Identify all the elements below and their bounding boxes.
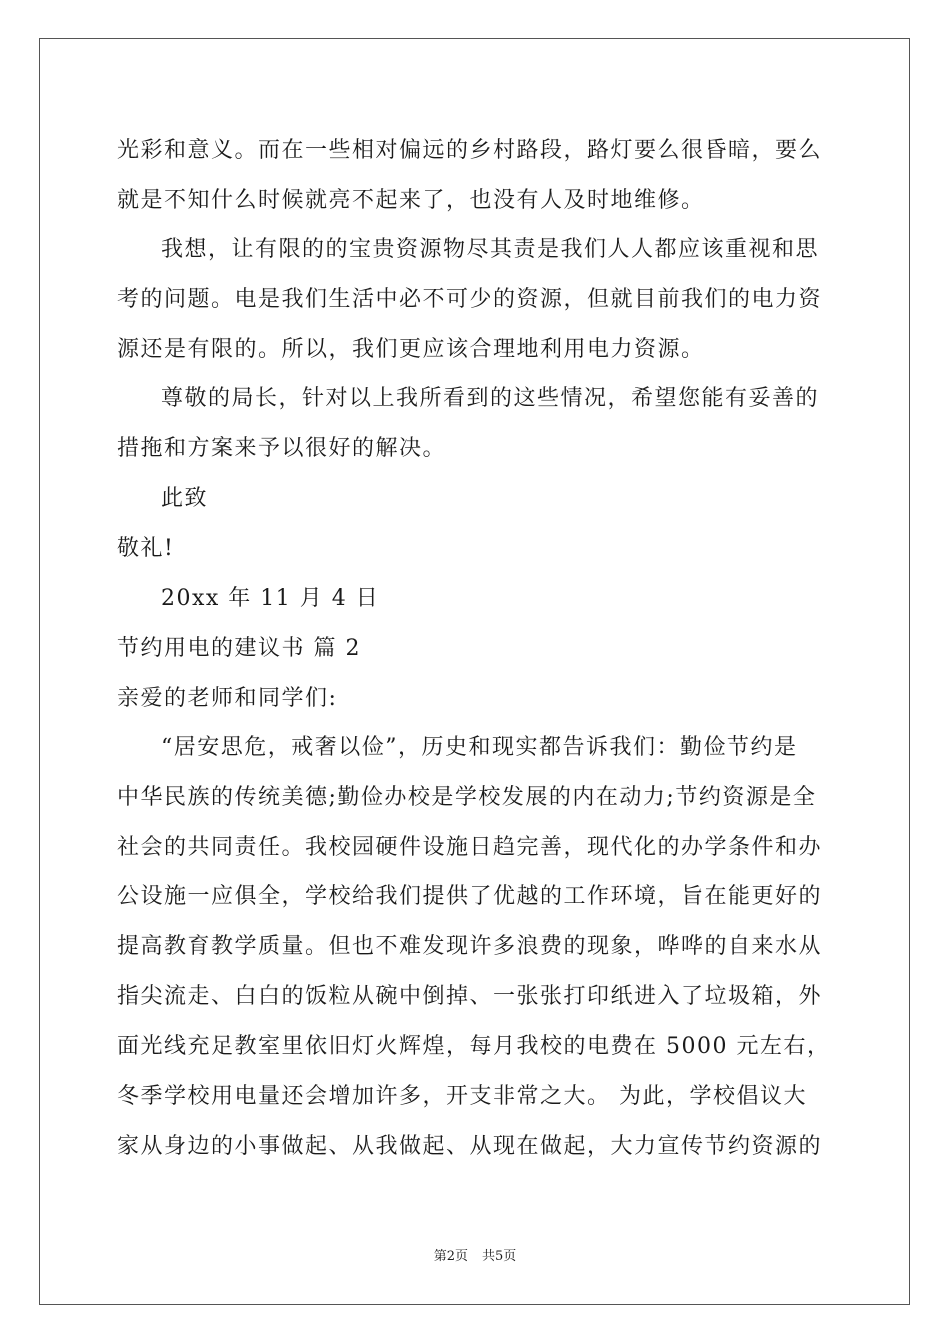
body-line: 公设施一应俱全，学校给我们提供了优越的工作环境，旨在能更好的 bbox=[117, 884, 823, 909]
closing-salutation: 此致 bbox=[161, 486, 209, 511]
page-total: 共5页 bbox=[482, 1249, 517, 1264]
page-number: 第2页 bbox=[433, 1249, 468, 1264]
page-border bbox=[39, 38, 910, 1305]
body-line: 考的问题。电是我们生活中必不可少的资源，但就目前我们的电力资 bbox=[117, 287, 823, 312]
body-line: 尊敬的局长，针对以上我所看到的这些情况，希望您能有妥善的 bbox=[161, 386, 820, 411]
body-line: 措拖和方案来予以很好的解决。 bbox=[117, 436, 447, 461]
body-line: 指尖流走、白白的饭粒从碗中倒掉、一张张打印纸进入了垃圾箱，外 bbox=[117, 984, 823, 1009]
body-line: 冬季学校用电量还会增加许多，开支非常之大。 为此，学校倡议大 bbox=[117, 1084, 807, 1109]
body-line: 提高教育教学质量。但也不难发现许多浪费的现象，哗哗的自来水从 bbox=[117, 934, 823, 959]
body-line: “居安思危，戒奢以俭”，历史和现实都告诉我们：勤俭节约是 bbox=[161, 735, 798, 760]
body-line: 社会的共同责任。我校园硬件设施日趋完善，现代化的办学条件和办 bbox=[117, 835, 823, 860]
letter-greeting: 亲爱的老师和同学们: bbox=[117, 686, 338, 711]
section-title: 节约用电的建议书 篇 2 bbox=[117, 636, 361, 661]
body-line: 我想，让有限的的宝贵资源物尽其责是我们人人都应该重视和思 bbox=[161, 237, 820, 262]
body-line: 就是不知什么时候就亮不起来了，也没有人及时地维修。 bbox=[117, 188, 705, 213]
letter-date: 20xx 年 11 月 4 日 bbox=[161, 586, 380, 611]
body-line: 源还是有限的。所以，我们更应该合理地利用电力资源。 bbox=[117, 337, 705, 362]
body-line: 面光线充足教室里依旧灯火辉煌，每月我校的电费在 5000 元左右， bbox=[117, 1034, 831, 1059]
body-line: 中华民族的传统美德;勤俭办校是学校发展的内在动力;节约资源是全 bbox=[117, 785, 817, 810]
body-line: 家从身边的小事做起、从我做起、从现在做起，大力宣传节约资源的 bbox=[117, 1134, 823, 1159]
page-footer bbox=[0, 1248, 950, 1266]
closing-regards: 敬礼! bbox=[117, 536, 175, 561]
body-line: 光彩和意义。而在一些相对偏远的乡村路段，路灯要么很昏暗，要么 bbox=[117, 138, 823, 163]
